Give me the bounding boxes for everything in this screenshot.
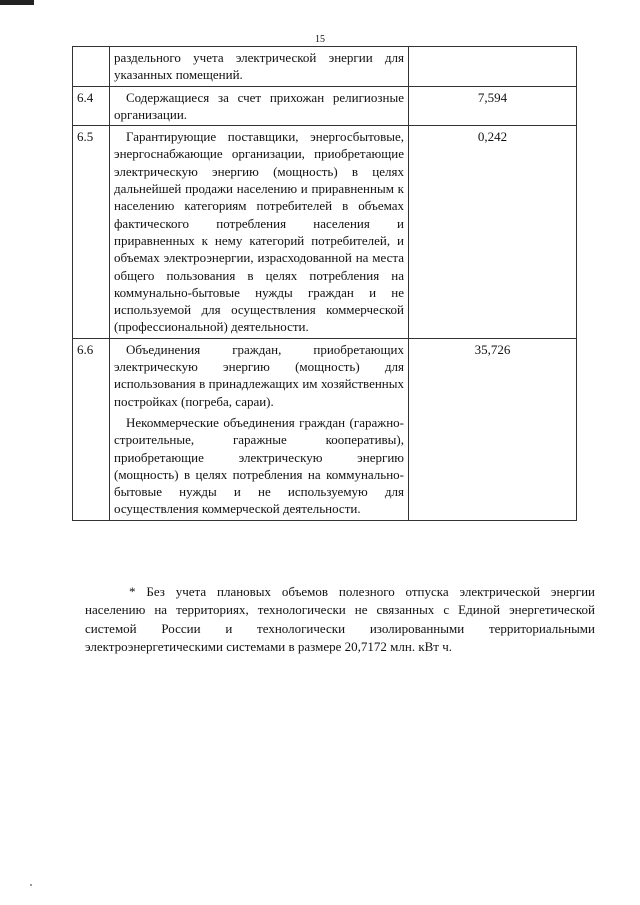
row-number: 6.6 xyxy=(73,338,110,520)
row-value: 35,726 xyxy=(409,338,577,520)
row-description-paragraph: Содержащиеся за счет прихожан религиозные организации. xyxy=(114,89,404,122)
row-number xyxy=(73,47,110,87)
row-number: 6.5 xyxy=(73,126,110,339)
row-value xyxy=(409,47,577,87)
consumer-category-table xyxy=(72,46,577,521)
footnote-text: * Без учета плановых объемов полезного отпуска электрической энергии населению на территориях, технологически не связанных с Единой энергетической системой России и технологически изолированными территориальными электроэнергетическими системами в размере 20,7172 млн. кВт ч. xyxy=(85,584,595,655)
row-value: 0,242 xyxy=(409,126,577,339)
footnote xyxy=(85,583,595,657)
table-row xyxy=(73,86,577,126)
table-row xyxy=(73,338,577,520)
row-description xyxy=(110,126,409,339)
row-description xyxy=(110,86,409,126)
table-row xyxy=(73,126,577,339)
row-description-paragraph: Гарантирующие поставщики, энергосбытовые, энергоснабжающие организации, приобретающие электрическую энергию (мощность) в целях дальнейшей продажи населению и приравненным к населению категориям потребителей в объемах фактического потребления населения и приравненных к нему категорий потребителей, и объемах электроэнергии, израсходованной на места общего пользования в целях потребления на коммунально-бытовые нужды граждан и не используемой для осуществления коммерческой (профессиональной) деятельности. xyxy=(114,129,404,335)
page-number: 15 xyxy=(315,34,325,45)
row-value: 7,594 xyxy=(409,86,577,126)
row-description-paragraph: раздельного учета электрической энергии для указанных помещений. xyxy=(114,50,404,83)
row-description xyxy=(110,47,409,87)
scan-speck xyxy=(30,884,32,886)
row-description-paragraph: Некоммерческие объединения граждан (гаражно-строительные, гаражные кооперативы), приобретающие электрическую энергию (мощность) в целях потребления на коммунально-бытовые нужды и не используемую для осуществления коммерческой деятельности. xyxy=(114,414,404,517)
row-description-paragraph: Объединения граждан, приобретающих электрическую энергию (мощность) для использования в принадлежащих им хозяйственных постройках (погреба, сараи). xyxy=(114,341,404,409)
row-number: 6.4 xyxy=(73,86,110,126)
scan-corner-mark xyxy=(0,0,34,5)
row-description xyxy=(110,338,409,520)
table-row xyxy=(73,47,577,87)
